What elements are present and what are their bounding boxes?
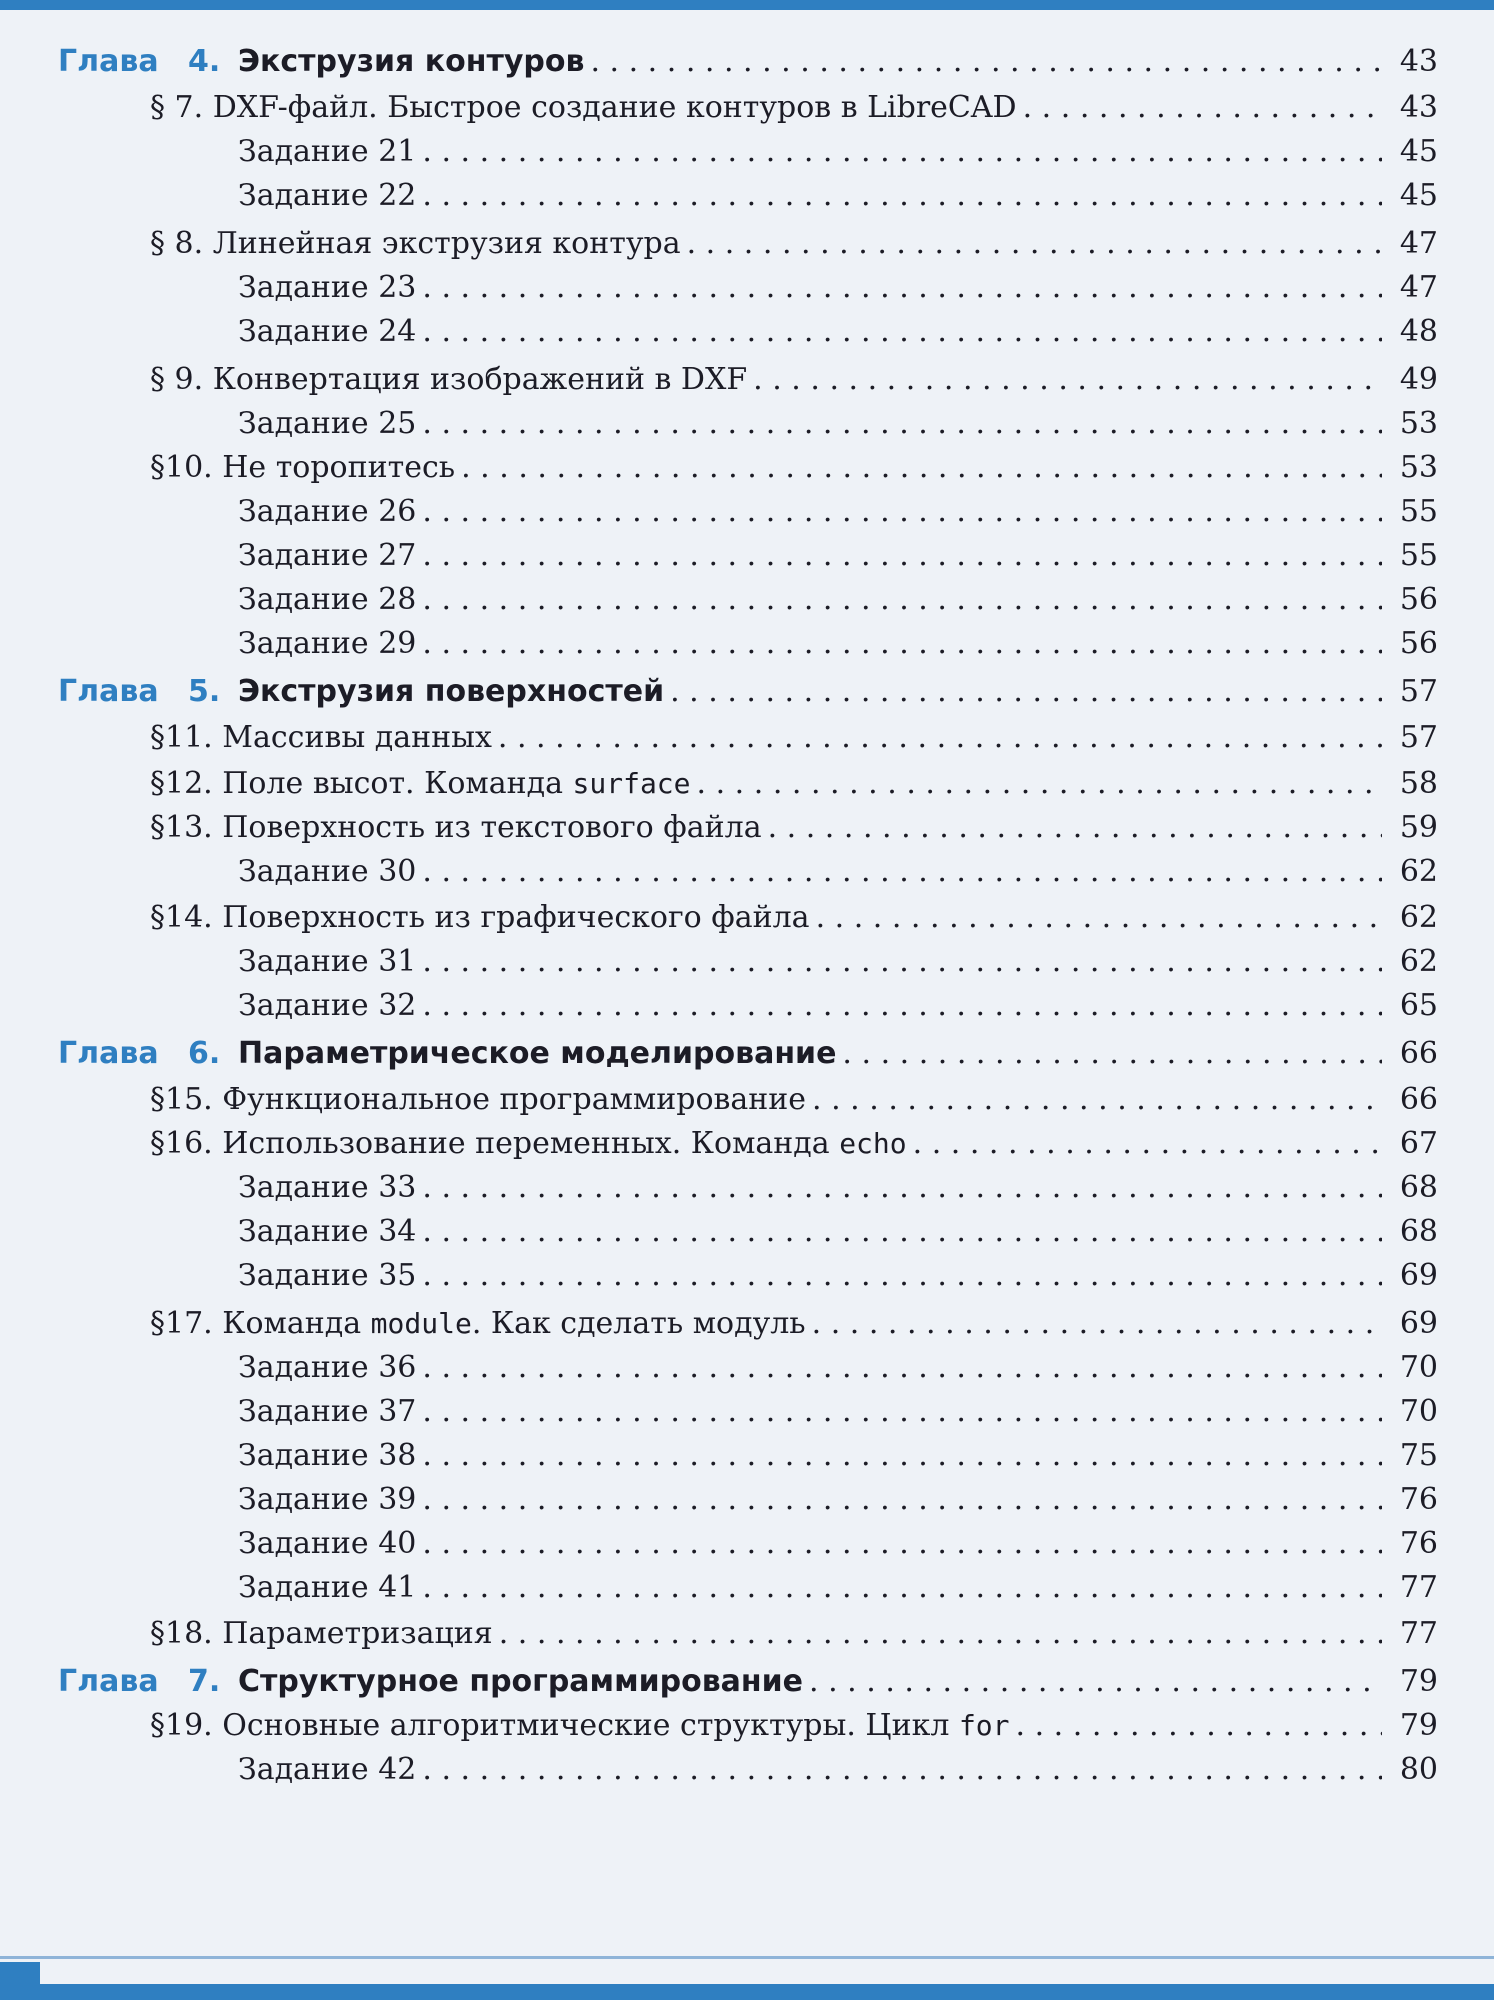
dot-leader bbox=[1016, 1706, 1382, 1746]
toc-task-row[interactable] bbox=[0, 1480, 1494, 1520]
toc-entry bbox=[238, 132, 1438, 172]
toc-section-row[interactable] bbox=[0, 360, 1494, 400]
dot-leader bbox=[422, 1750, 1382, 1790]
toc-entry bbox=[238, 672, 1438, 712]
page-number: 77 bbox=[1399, 1570, 1438, 1605]
page-number: 65 bbox=[1399, 988, 1438, 1023]
page-number: 69 bbox=[1399, 1258, 1438, 1293]
toc-entry-title-text: Задание 35 bbox=[238, 1258, 417, 1293]
page-number: 80 bbox=[1399, 1752, 1438, 1787]
page-number: 43 bbox=[1399, 90, 1438, 125]
toc-section-row[interactable] bbox=[0, 764, 1494, 804]
toc-entry-title-text: Задание 42 bbox=[238, 1752, 417, 1787]
toc-entry bbox=[238, 536, 1438, 576]
page-number: 79 bbox=[1399, 1708, 1438, 1743]
toc-entry-title bbox=[150, 1124, 907, 1164]
toc-entry-title bbox=[238, 1568, 416, 1608]
dot-leader bbox=[498, 718, 1382, 758]
chapter-number: 7. bbox=[188, 1664, 221, 1699]
dot-leader bbox=[590, 42, 1382, 82]
bottom-accent-bar bbox=[0, 1984, 1494, 2000]
dot-leader bbox=[499, 1614, 1382, 1654]
toc-entry-title bbox=[150, 1614, 493, 1654]
toc-entry-title bbox=[238, 1524, 416, 1564]
dot-leader bbox=[670, 672, 1382, 712]
dot-leader bbox=[422, 580, 1382, 620]
toc-entry-title-text: Задание 30 bbox=[238, 854, 417, 889]
toc-entry bbox=[150, 1706, 1438, 1746]
dot-leader bbox=[422, 404, 1382, 444]
dot-leader bbox=[422, 1568, 1382, 1608]
toc-entry-title bbox=[238, 1750, 416, 1790]
toc-entry bbox=[238, 852, 1438, 892]
toc-entry-title bbox=[238, 672, 664, 712]
dot-leader bbox=[422, 624, 1382, 664]
page-number: 69 bbox=[1399, 1306, 1438, 1341]
toc-entry bbox=[238, 1436, 1438, 1476]
page-number: 49 bbox=[1399, 362, 1438, 397]
chapter-number: 4. bbox=[188, 44, 221, 79]
toc-entry bbox=[238, 1034, 1438, 1074]
toc-entry-title bbox=[238, 624, 416, 664]
toc-entry-title bbox=[150, 224, 681, 264]
toc-entry-title bbox=[150, 1304, 806, 1344]
toc-entry bbox=[238, 1524, 1438, 1564]
page-number: 47 bbox=[1399, 270, 1438, 305]
dot-leader bbox=[422, 176, 1382, 216]
toc-entry-title bbox=[238, 1256, 416, 1296]
toc-entry-title-text: Задание 40 bbox=[238, 1526, 417, 1561]
toc-entry bbox=[238, 1168, 1438, 1208]
page-number: 76 bbox=[1399, 1482, 1438, 1517]
toc-task-row[interactable] bbox=[0, 1212, 1494, 1252]
toc-entry bbox=[238, 1568, 1438, 1608]
toc-entry-title-text: Экструзия контуров bbox=[238, 44, 585, 79]
toc-entry-title bbox=[150, 448, 455, 488]
page-number: 47 bbox=[1399, 226, 1438, 261]
toc-entry bbox=[150, 1614, 1438, 1654]
page-number: 79 bbox=[1399, 1664, 1438, 1699]
page-number: 62 bbox=[1399, 854, 1438, 889]
toc-entry-code: for bbox=[958, 1709, 1010, 1742]
toc-entry bbox=[150, 808, 1438, 848]
chapter-word: Глава bbox=[58, 44, 159, 79]
toc-entry-title bbox=[238, 1348, 416, 1388]
toc-task-row[interactable] bbox=[0, 1348, 1494, 1388]
page-number: 53 bbox=[1399, 406, 1438, 441]
toc-entry-title bbox=[238, 1480, 416, 1520]
toc-section-row[interactable] bbox=[0, 224, 1494, 264]
toc-entry-title bbox=[238, 536, 416, 576]
toc-entry-title-text: Задание 38 bbox=[238, 1438, 417, 1473]
toc-entry-title-text: §14. Поверхность из графического файла bbox=[150, 900, 810, 935]
toc-task-row[interactable] bbox=[0, 942, 1494, 982]
toc-task-row[interactable] bbox=[0, 536, 1494, 576]
page-number: 55 bbox=[1399, 538, 1438, 573]
toc-section-row[interactable] bbox=[0, 1706, 1494, 1746]
dot-leader bbox=[422, 986, 1382, 1026]
toc-task-row[interactable] bbox=[0, 268, 1494, 308]
toc-entry-title-text: Задание 21 bbox=[238, 134, 417, 169]
toc-entry-title-text: Задание 26 bbox=[238, 494, 417, 529]
dot-leader bbox=[461, 448, 1382, 488]
toc-entry bbox=[150, 1304, 1438, 1344]
toc-task-row[interactable] bbox=[0, 986, 1494, 1026]
toc-entry-code: surface bbox=[572, 767, 691, 800]
bottom-divider bbox=[0, 1956, 1494, 1959]
toc-entry bbox=[238, 404, 1438, 444]
toc-entry bbox=[150, 224, 1438, 264]
dot-leader bbox=[422, 536, 1382, 576]
toc-entry-title-text: § 7. DXF-файл. Быстрое создание контуров в LibreCAD bbox=[150, 90, 1017, 125]
dot-leader bbox=[768, 808, 1382, 848]
toc-entry-title-text: §10. Не торопитесь bbox=[150, 450, 456, 485]
dot-leader bbox=[812, 1080, 1382, 1120]
toc-entry bbox=[150, 448, 1438, 488]
toc-entry bbox=[238, 942, 1438, 982]
toc-entry-title-suffix: . Как сделать модуль bbox=[471, 1306, 806, 1341]
toc-entry-title-text: Задание 27 bbox=[238, 538, 417, 573]
chapter-word: Глава bbox=[58, 674, 159, 709]
page-number: 62 bbox=[1399, 944, 1438, 979]
toc-entry-title bbox=[150, 898, 810, 938]
page-number: 53 bbox=[1399, 450, 1438, 485]
page-number: 67 bbox=[1399, 1126, 1438, 1161]
toc-entry-title-text: Задание 29 bbox=[238, 626, 417, 661]
page-number: 57 bbox=[1399, 674, 1438, 709]
toc-entry-title bbox=[150, 808, 762, 848]
toc-entry-title-text: Задание 41 bbox=[238, 1570, 417, 1605]
page-number: 70 bbox=[1399, 1394, 1438, 1429]
toc-entry-title-text: Задание 23 bbox=[238, 270, 417, 305]
toc-entry-title-text: Задание 39 bbox=[238, 1482, 417, 1517]
toc-section-row[interactable] bbox=[0, 898, 1494, 938]
toc-entry bbox=[238, 492, 1438, 532]
dot-leader bbox=[422, 1212, 1382, 1252]
toc-task-row[interactable] bbox=[0, 852, 1494, 892]
toc-entry-title bbox=[238, 942, 416, 982]
toc-task-row[interactable] bbox=[0, 132, 1494, 172]
toc-entry bbox=[150, 764, 1438, 804]
toc-entry bbox=[150, 88, 1438, 128]
dot-leader bbox=[422, 492, 1382, 532]
chapter-word: Глава bbox=[58, 1036, 159, 1071]
toc-entry-title-text: Структурное программирование bbox=[238, 1664, 804, 1699]
page-number: 58 bbox=[1399, 766, 1438, 801]
toc-task-row[interactable] bbox=[0, 492, 1494, 532]
toc-task-row[interactable] bbox=[0, 580, 1494, 620]
toc-entry-title-text: Задание 22 bbox=[238, 178, 417, 213]
toc-entry bbox=[238, 1480, 1438, 1520]
page-number: 45 bbox=[1399, 178, 1438, 213]
chapter-number: 5. bbox=[188, 674, 221, 709]
toc-entry-title bbox=[238, 268, 416, 308]
dot-leader bbox=[422, 852, 1382, 892]
toc-section-row[interactable] bbox=[0, 1304, 1494, 1344]
dot-leader bbox=[422, 1436, 1382, 1476]
toc-entry-title-text: Задание 37 bbox=[238, 1394, 417, 1429]
dot-leader bbox=[816, 898, 1382, 938]
toc-entry-title-text: Экструзия поверхностей bbox=[238, 674, 665, 709]
chapter-number: 6. bbox=[188, 1036, 221, 1071]
toc-entry-title-text: Задание 34 bbox=[238, 1214, 417, 1249]
toc-entry-title-text: Задание 36 bbox=[238, 1350, 417, 1385]
dot-leader bbox=[422, 268, 1382, 308]
dot-leader bbox=[753, 360, 1382, 400]
toc-entry bbox=[238, 268, 1438, 308]
toc-task-row[interactable] bbox=[0, 624, 1494, 664]
dot-leader bbox=[422, 942, 1382, 982]
page-number: 76 bbox=[1399, 1526, 1438, 1561]
toc-chapter-row[interactable] bbox=[0, 42, 1494, 82]
dot-leader bbox=[842, 1034, 1382, 1074]
page-number: 70 bbox=[1399, 1350, 1438, 1385]
toc-entry-title-text: §12. Поле высот. Команда bbox=[150, 766, 563, 801]
toc-entry-title bbox=[238, 1212, 416, 1252]
page-number: 62 bbox=[1399, 900, 1438, 935]
dot-leader bbox=[422, 1480, 1382, 1520]
page-number: 55 bbox=[1399, 494, 1438, 529]
dot-leader bbox=[422, 1392, 1382, 1432]
toc-task-row[interactable] bbox=[0, 176, 1494, 216]
dot-leader bbox=[812, 1304, 1382, 1344]
toc-entry-title bbox=[150, 88, 1017, 128]
toc-entry-title bbox=[238, 1034, 836, 1074]
toc-entry-title bbox=[238, 1436, 416, 1476]
dot-leader bbox=[422, 1524, 1382, 1564]
toc-entry-title-text: §13. Поверхность из текстового файла bbox=[150, 810, 762, 845]
toc-entry bbox=[238, 1212, 1438, 1252]
toc-entry bbox=[238, 42, 1438, 82]
toc-entry-title bbox=[238, 986, 416, 1026]
toc-section-row[interactable] bbox=[0, 1614, 1494, 1654]
toc-entry-title-text: §11. Массивы данных bbox=[150, 720, 492, 755]
toc-task-row[interactable] bbox=[0, 1436, 1494, 1476]
toc-task-row[interactable] bbox=[0, 1392, 1494, 1432]
toc-entry bbox=[150, 1080, 1438, 1120]
dot-leader bbox=[697, 764, 1382, 804]
toc-task-row[interactable] bbox=[0, 404, 1494, 444]
toc-entry-title-text: §16. Использование переменных. Команда bbox=[150, 1126, 830, 1161]
dot-leader bbox=[422, 132, 1382, 172]
toc-section-row[interactable] bbox=[0, 1080, 1494, 1120]
toc-entry-title bbox=[238, 42, 584, 82]
toc-section-row[interactable] bbox=[0, 808, 1494, 848]
toc-entry bbox=[238, 624, 1438, 664]
toc-entry-title-text: Задание 24 bbox=[238, 314, 417, 349]
toc-entry bbox=[238, 1662, 1438, 1702]
toc-entry-title-text: § 9. Конвертация изображений в DXF bbox=[150, 362, 748, 397]
page-number: 77 bbox=[1399, 1616, 1438, 1651]
toc-entry-title bbox=[238, 852, 416, 892]
toc-entry-title-text: §15. Функциональное программирование bbox=[150, 1082, 807, 1117]
page-number: 59 bbox=[1399, 810, 1438, 845]
toc-section-row[interactable] bbox=[0, 448, 1494, 488]
toc-entry-title bbox=[150, 1706, 1010, 1746]
toc-entry bbox=[238, 176, 1438, 216]
toc-entry bbox=[238, 1750, 1438, 1790]
toc-task-row[interactable] bbox=[0, 1750, 1494, 1790]
page-number: 68 bbox=[1399, 1170, 1438, 1205]
toc-entry-code: echo bbox=[839, 1127, 907, 1160]
toc-entry-title bbox=[150, 1080, 806, 1120]
toc-entry bbox=[150, 718, 1438, 758]
page-number: 68 bbox=[1399, 1214, 1438, 1249]
page-number: 66 bbox=[1399, 1036, 1438, 1071]
chapter-word: Глава bbox=[58, 1664, 159, 1699]
toc-task-row[interactable] bbox=[0, 1524, 1494, 1564]
toc-chapter-row[interactable] bbox=[0, 1034, 1494, 1074]
toc-section-row[interactable] bbox=[0, 718, 1494, 758]
dot-leader bbox=[913, 1124, 1382, 1164]
toc-entry bbox=[150, 898, 1438, 938]
toc-section-row[interactable] bbox=[0, 88, 1494, 128]
toc-entry-code: module bbox=[370, 1307, 472, 1340]
toc-entry bbox=[150, 360, 1438, 400]
toc-entry bbox=[238, 986, 1438, 1026]
toc-task-row[interactable] bbox=[0, 312, 1494, 352]
page-number: 48 bbox=[1399, 314, 1438, 349]
toc-entry-title-text: Параметрическое моделирование bbox=[238, 1036, 837, 1071]
toc-entry-title-text: Задание 31 bbox=[238, 944, 417, 979]
page-number: 66 bbox=[1399, 1082, 1438, 1117]
toc-entry-title bbox=[238, 132, 416, 172]
toc-entry-title bbox=[150, 360, 747, 400]
dot-leader bbox=[422, 1168, 1382, 1208]
page-number: 45 bbox=[1399, 134, 1438, 169]
toc-entry-title bbox=[150, 764, 691, 804]
toc-entry-title bbox=[238, 312, 416, 352]
dot-leader bbox=[422, 1348, 1382, 1388]
toc-entry-title-text: Задание 25 bbox=[238, 406, 417, 441]
toc-entry-title-text: §19. Основные алгоритмические структуры. Цикл bbox=[150, 1708, 950, 1743]
toc-entry bbox=[238, 1348, 1438, 1388]
toc-entry-title-text: Задание 33 bbox=[238, 1170, 417, 1205]
page-number: 43 bbox=[1399, 44, 1438, 79]
page-number: 56 bbox=[1399, 626, 1438, 661]
toc-entry-title-text: §18. Параметризация bbox=[150, 1616, 493, 1651]
toc-chapter-row[interactable] bbox=[0, 672, 1494, 712]
page-number: 56 bbox=[1399, 582, 1438, 617]
toc-entry-title bbox=[238, 1392, 416, 1432]
toc-entry bbox=[238, 580, 1438, 620]
dot-leader bbox=[422, 1256, 1382, 1296]
toc-entry bbox=[238, 1256, 1438, 1296]
toc-task-row[interactable] bbox=[0, 1568, 1494, 1608]
toc-chapter-row[interactable] bbox=[0, 1662, 1494, 1702]
toc-task-row[interactable] bbox=[0, 1168, 1494, 1208]
toc-entry-title-text: Задание 32 bbox=[238, 988, 417, 1023]
page-number: 57 bbox=[1399, 720, 1438, 755]
toc-entry-title bbox=[238, 176, 416, 216]
dot-leader bbox=[1023, 88, 1382, 128]
toc-entry bbox=[238, 312, 1438, 352]
toc-section-row[interactable] bbox=[0, 1124, 1494, 1164]
toc-entry bbox=[238, 1392, 1438, 1432]
toc-entry-title bbox=[238, 1662, 803, 1702]
toc-entry-title bbox=[238, 1168, 416, 1208]
dot-leader bbox=[809, 1662, 1382, 1702]
toc-task-row[interactable] bbox=[0, 1256, 1494, 1296]
toc-entry-title-text: Задание 28 bbox=[238, 582, 417, 617]
toc-entry-title bbox=[238, 492, 416, 532]
toc-entry-title-text: §17. Команда bbox=[150, 1306, 362, 1341]
toc-entry-title bbox=[238, 580, 416, 620]
dot-leader bbox=[687, 224, 1382, 264]
toc-entry-title-text: § 8. Линейная экструзия контура bbox=[150, 226, 681, 261]
toc-entry bbox=[150, 1124, 1438, 1164]
toc-entry-title bbox=[150, 718, 492, 758]
page-number: 75 bbox=[1399, 1438, 1438, 1473]
toc-entry-title bbox=[238, 404, 416, 444]
dot-leader bbox=[422, 312, 1382, 352]
